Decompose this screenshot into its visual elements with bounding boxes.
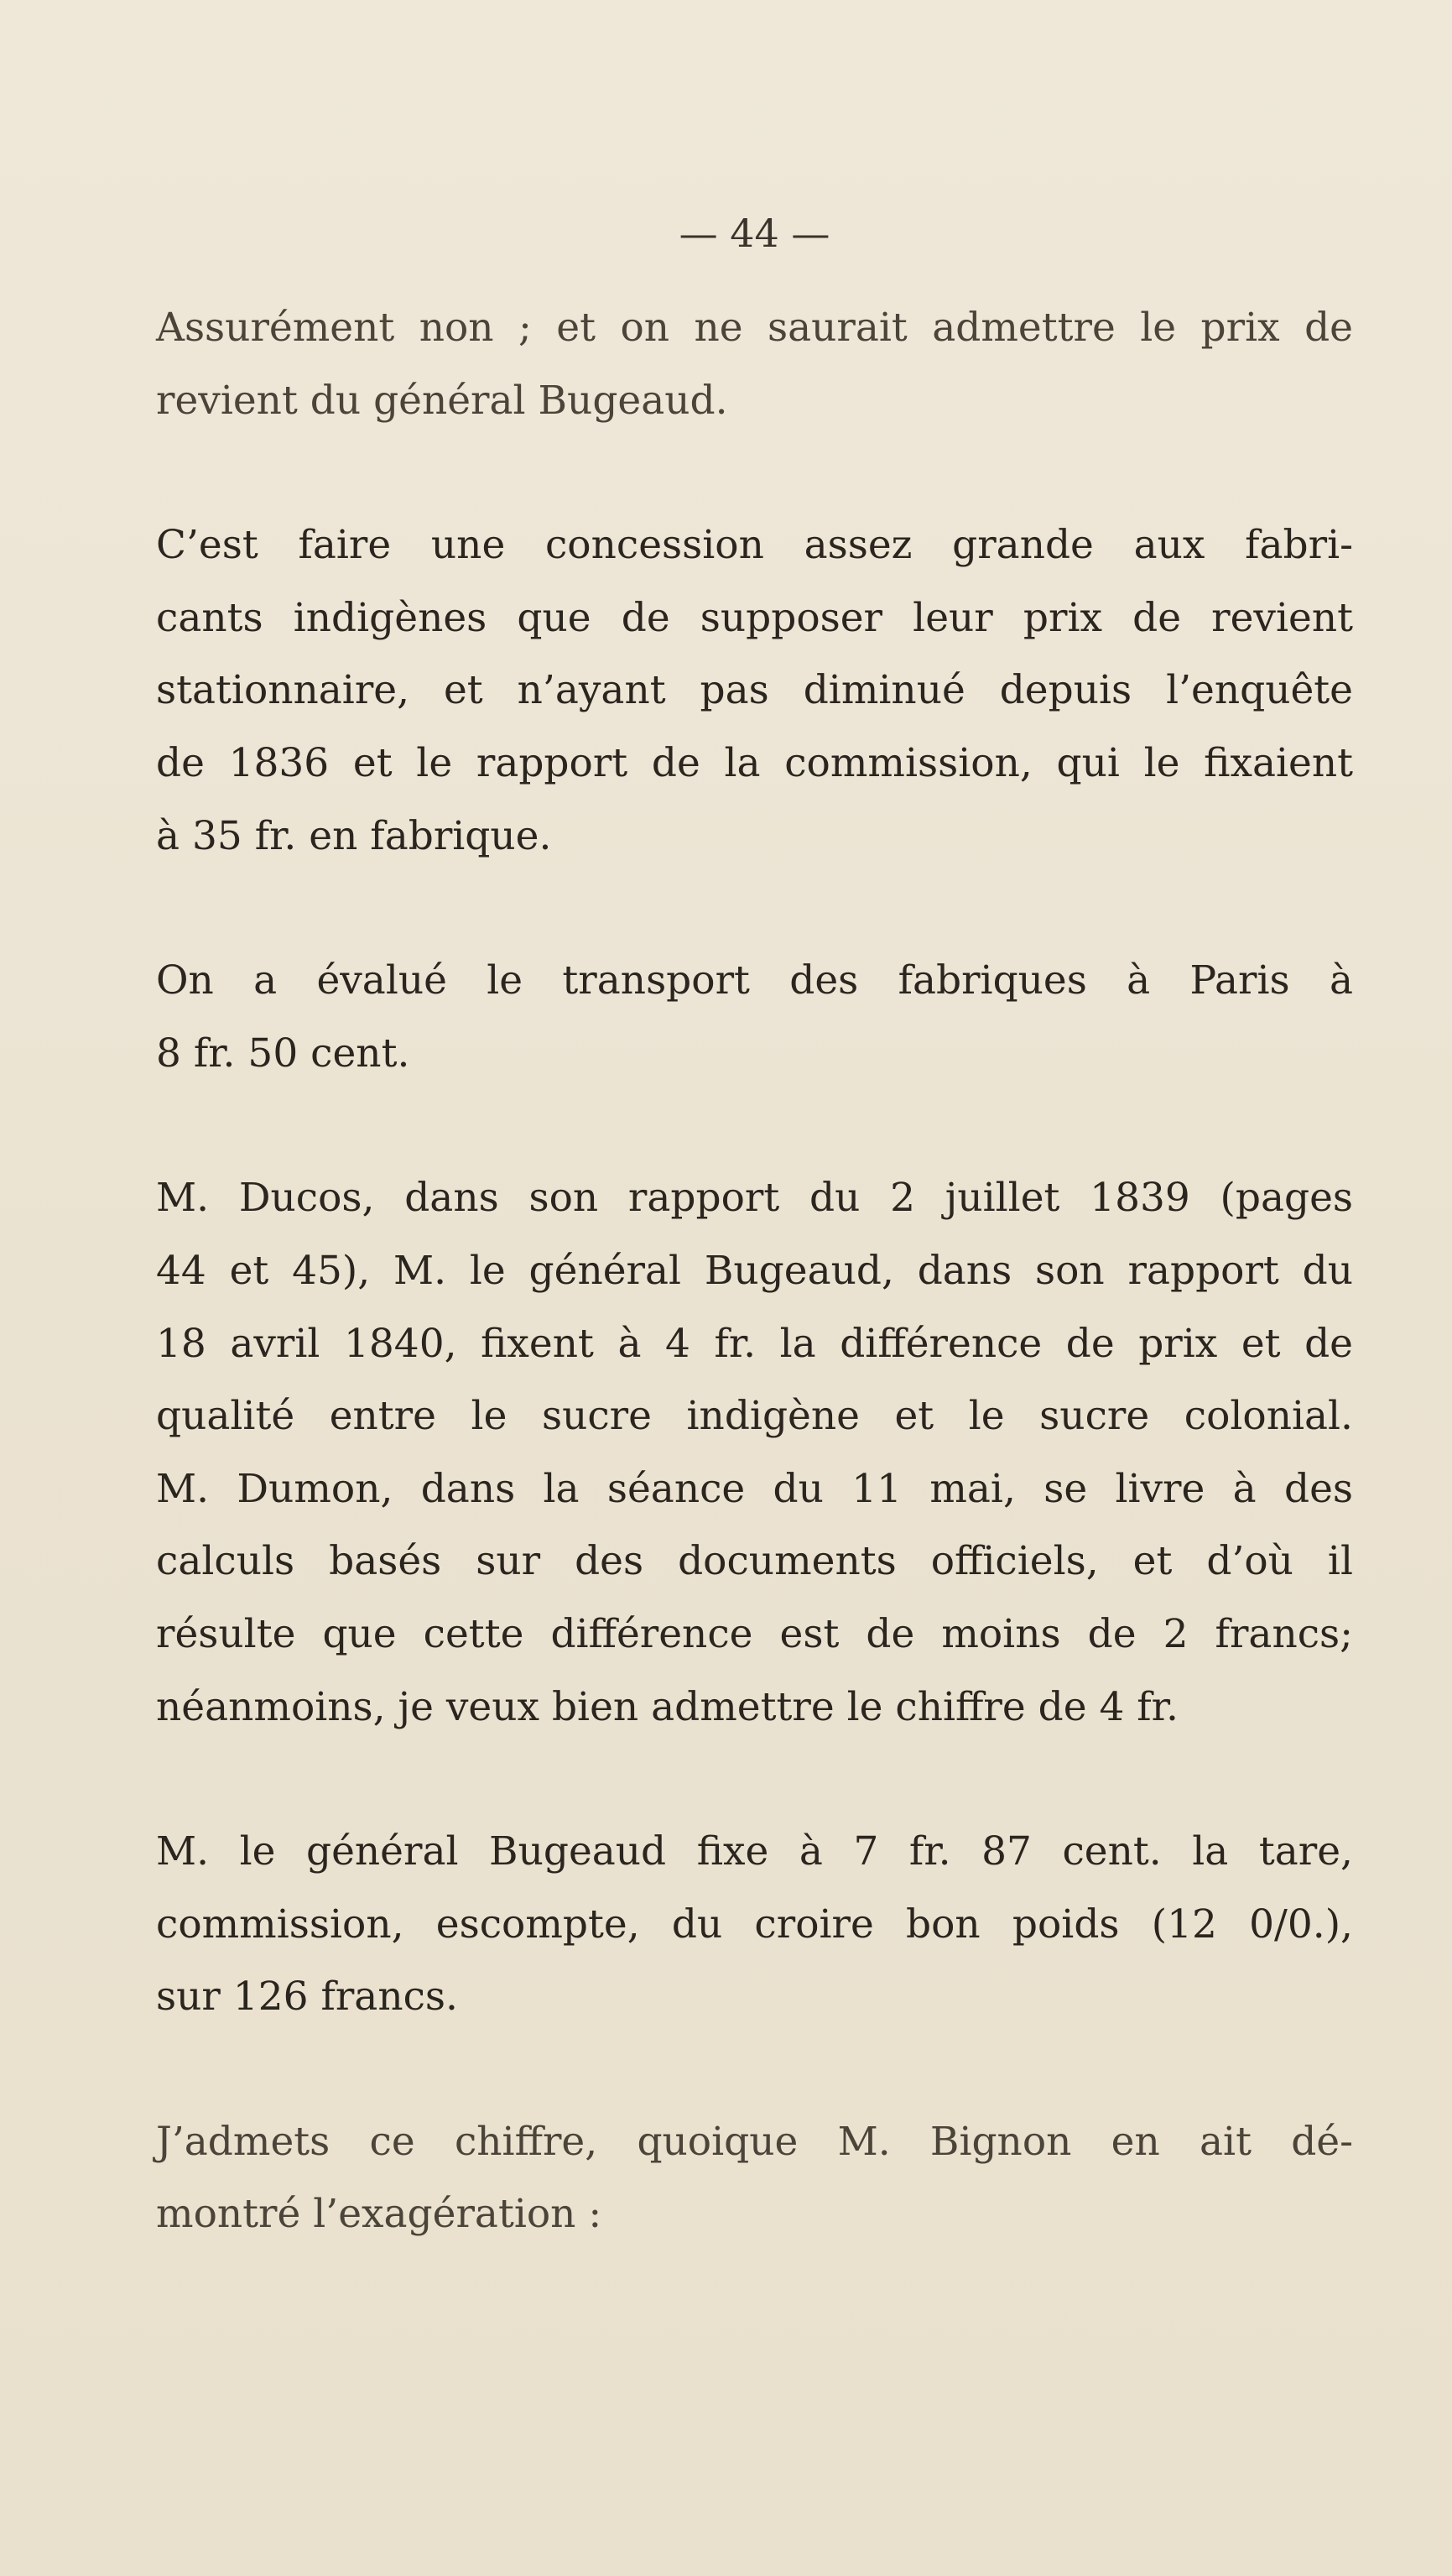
text-line: revient du général Bugeaud. [156,377,728,424]
paragraph-6 [156,2106,1353,2251]
paragraph-5 [156,1816,1353,2034]
text-line: cants indigènes que de supposer leur prix de revient [156,594,1353,641]
text-line: de 1836 et le rapport de la commission, qui le fixaient [156,739,1353,786]
text-line: stationnaire, et n’ayant pas diminué depuis l’enquête [156,667,1353,714]
text-line: néanmoins, je veux bien admettre le chiffre de 4 fr. [156,1683,1179,1730]
paragraph-3 [156,945,1353,1090]
text-line: C’est faire une concession assez grande aux fabri- [156,522,1353,569]
text-line: M. le général Bugeaud fixe à 7 fr. 87 cent. la tare, [156,1828,1353,1875]
text-line: calculs basés sur des documents officiels, et d’où il [156,1538,1353,1585]
text-line: On a évalué le transport des fabriques à Paris à [156,957,1353,1004]
text-line: résulte que cette différence est de moins de 2 francs; [156,1610,1353,1657]
text-line: à 35 fr. en fabrique. [156,812,552,859]
text-line: sur 126 francs. [156,1974,458,2021]
text-line: J’admets ce chiffre, quoique M. Bignon en ait dé- [156,2118,1353,2165]
text-line: 18 avril 1840, fixent à 4 fr. la différence de prix et de [156,1320,1353,1367]
paragraph-4 [156,1162,1353,1744]
text-line: montré l’exagération : [156,2191,602,2238]
text-line: 8 fr. 50 cent. [156,1030,410,1077]
paragraph-2 [156,509,1353,873]
text-line: M. Ducos, dans son rapport du 2 juillet 1839 (pages [156,1175,1353,1222]
text-line: Assurément non ; et on ne saurait admettre le prix de [156,305,1353,351]
page-number: — 44 — [679,211,830,256]
text-line: M. Dumon, dans la séance du 11 mai, se livre à des [156,1465,1353,1512]
text-line: qualité entre le sucre indigène et le sucre colonial. [156,1393,1353,1440]
paragraph-1 [156,292,1353,437]
text-line: commission, escompte, du croire bon poids (12 0/0.), [156,1901,1353,1948]
text-line: 44 et 45), M. le général Bugeaud, dans son rapport du [156,1247,1353,1294]
